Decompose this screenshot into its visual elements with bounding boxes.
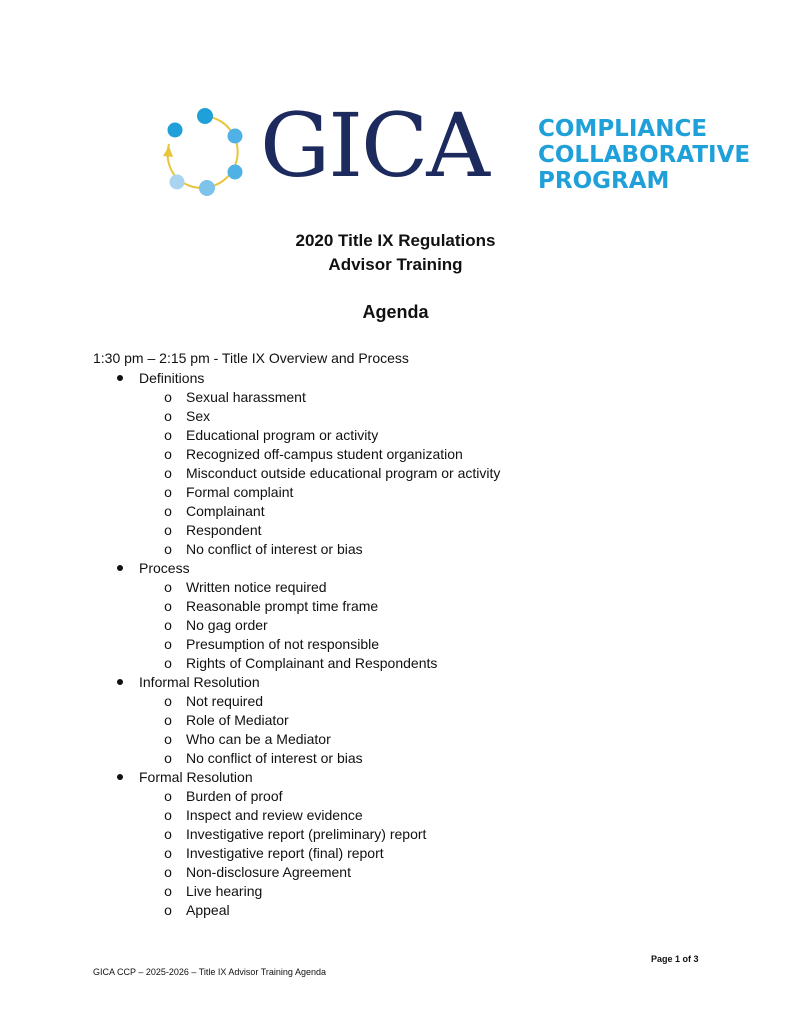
agenda-item: [0, 882, 791, 901]
footer-document-label: GICA CCP – 2025-2026 – Title IX Advisor Training Agenda: [93, 967, 326, 977]
agenda-item: [0, 787, 791, 806]
agenda-item: [0, 464, 791, 483]
circle-bullet-icon: o: [164, 598, 172, 614]
document-title: 2020 Title IX Regulations: [295, 231, 496, 250]
agenda-item: [0, 635, 791, 654]
circle-bullet-icon: o: [164, 541, 172, 557]
agenda-item-label: Investigative report (preliminary) report: [186, 826, 427, 842]
agenda-item-label: Reasonable prompt time frame: [186, 598, 379, 614]
circle-bullet-icon: o: [164, 731, 172, 747]
circle-bullet-icon: o: [164, 484, 172, 500]
agenda-item: [0, 502, 791, 521]
agenda-section-heading: [0, 768, 791, 787]
agenda-item-label: Live hearing: [186, 883, 263, 899]
circle-bullet-icon: o: [164, 807, 172, 823]
agenda-item-label: Written notice required: [186, 579, 327, 595]
agenda-item: [0, 540, 791, 559]
circle-bullet-icon: o: [164, 408, 172, 424]
agenda-section-label: Informal Resolution: [139, 674, 260, 690]
agenda-item-label: Sex: [186, 408, 211, 424]
agenda-section-heading: [0, 673, 791, 692]
agenda-item-label: Non-disclosure Agreement: [186, 864, 351, 880]
agenda-item: [0, 730, 791, 749]
agenda-section-heading: [0, 369, 791, 388]
agenda-section-heading: [0, 559, 791, 578]
document-subtitle: Advisor Training: [328, 255, 463, 274]
agenda-section: [0, 559, 791, 673]
circle-bullet-icon: o: [164, 465, 172, 481]
circle-bullet-icon: o: [164, 503, 172, 519]
agenda-item: [0, 654, 791, 673]
gica-logo: [155, 94, 751, 200]
agenda-list: [0, 369, 791, 920]
agenda-item-label: Recognized off-campus student organization: [186, 446, 463, 462]
page-number: Page 1 of 3: [651, 954, 699, 964]
agenda-item: [0, 901, 791, 920]
circle-bullet-icon: o: [164, 750, 172, 766]
agenda-item: [0, 426, 791, 445]
circle-bullet-icon: o: [164, 845, 172, 861]
session-time-heading: 1:30 pm – 2:15 pm - Title IX Overview and Process: [93, 350, 409, 366]
bullet-icon: [117, 375, 123, 381]
agenda-item: [0, 844, 791, 863]
agenda-item: [0, 806, 791, 825]
agenda-item: [0, 749, 791, 768]
circle-bullet-icon: o: [164, 712, 172, 728]
agenda-item-label: Role of Mediator: [186, 712, 289, 728]
circle-bullet-icon: o: [164, 522, 172, 538]
agenda-section-label: Process: [139, 560, 190, 576]
agenda-item-label: Inspect and review evidence: [186, 807, 363, 823]
agenda-item-label: Presumption of not responsible: [186, 636, 379, 652]
agenda-item-label: No conflict of interest or bias: [186, 541, 363, 557]
agenda-item-label: Who can be a Mediator: [186, 731, 331, 747]
agenda-item-label: Educational program or activity: [186, 427, 379, 443]
circle-bullet-icon: o: [164, 636, 172, 652]
agenda-item: [0, 407, 791, 426]
agenda-item-label: Formal complaint: [186, 484, 294, 500]
agenda-item-label: Respondent: [186, 522, 262, 538]
agenda-item: [0, 445, 791, 464]
agenda-item-label: Investigative report (final) report: [186, 845, 384, 861]
agenda-item: [0, 483, 791, 502]
agenda-item: [0, 692, 791, 711]
agenda-section: [0, 768, 791, 920]
agenda-item: [0, 825, 791, 844]
logo-circle-mark-icon: [155, 104, 255, 200]
agenda-section: [0, 673, 791, 768]
circle-bullet-icon: o: [164, 579, 172, 595]
circle-bullet-icon: o: [164, 617, 172, 633]
circle-bullet-icon: o: [164, 446, 172, 462]
logo-tagline-line: PROGRAM: [538, 168, 670, 194]
agenda-item: [0, 521, 791, 540]
agenda-item: [0, 616, 791, 635]
agenda-item-label: Sexual harassment: [186, 389, 306, 405]
circle-bullet-icon: o: [164, 427, 172, 443]
agenda-item-label: No gag order: [186, 617, 268, 633]
logo-wordmark: GICA: [260, 94, 488, 197]
agenda-item-label: Rights of Complainant and Respondents: [186, 655, 438, 671]
bullet-icon: [117, 565, 123, 571]
circle-bullet-icon: o: [164, 693, 172, 709]
circle-bullet-icon: o: [164, 826, 172, 842]
agenda-item: [0, 597, 791, 616]
agenda-item-label: Burden of proof: [186, 788, 283, 804]
logo-tagline: [538, 116, 750, 194]
bullet-icon: [117, 679, 123, 685]
circle-bullet-icon: o: [164, 655, 172, 671]
circle-bullet-icon: o: [164, 883, 172, 899]
agenda-heading: Agenda: [362, 302, 429, 322]
agenda-section-label: Formal Resolution: [139, 769, 253, 785]
circle-bullet-icon: o: [164, 864, 172, 880]
circle-bullet-icon: o: [164, 902, 172, 918]
agenda-item: [0, 388, 791, 407]
bullet-icon: [117, 774, 123, 780]
logo-tagline-line: COLLABORATIVE: [538, 142, 751, 168]
agenda-section: [0, 369, 791, 559]
circle-bullet-icon: o: [164, 389, 172, 405]
agenda-item-label: Complainant: [186, 503, 265, 519]
agenda-item: [0, 578, 791, 597]
agenda-item-label: No conflict of interest or bias: [186, 750, 363, 766]
agenda-item-label: Not required: [186, 693, 264, 709]
circle-bullet-icon: o: [164, 788, 172, 804]
agenda-item-label: Appeal: [186, 902, 230, 918]
agenda-section-label: Definitions: [139, 370, 205, 386]
agenda-item: [0, 711, 791, 730]
logo-tagline-line: COMPLIANCE: [538, 116, 708, 142]
agenda-item: [0, 863, 791, 882]
agenda-item-label: Misconduct outside educational program or activity: [186, 465, 501, 481]
